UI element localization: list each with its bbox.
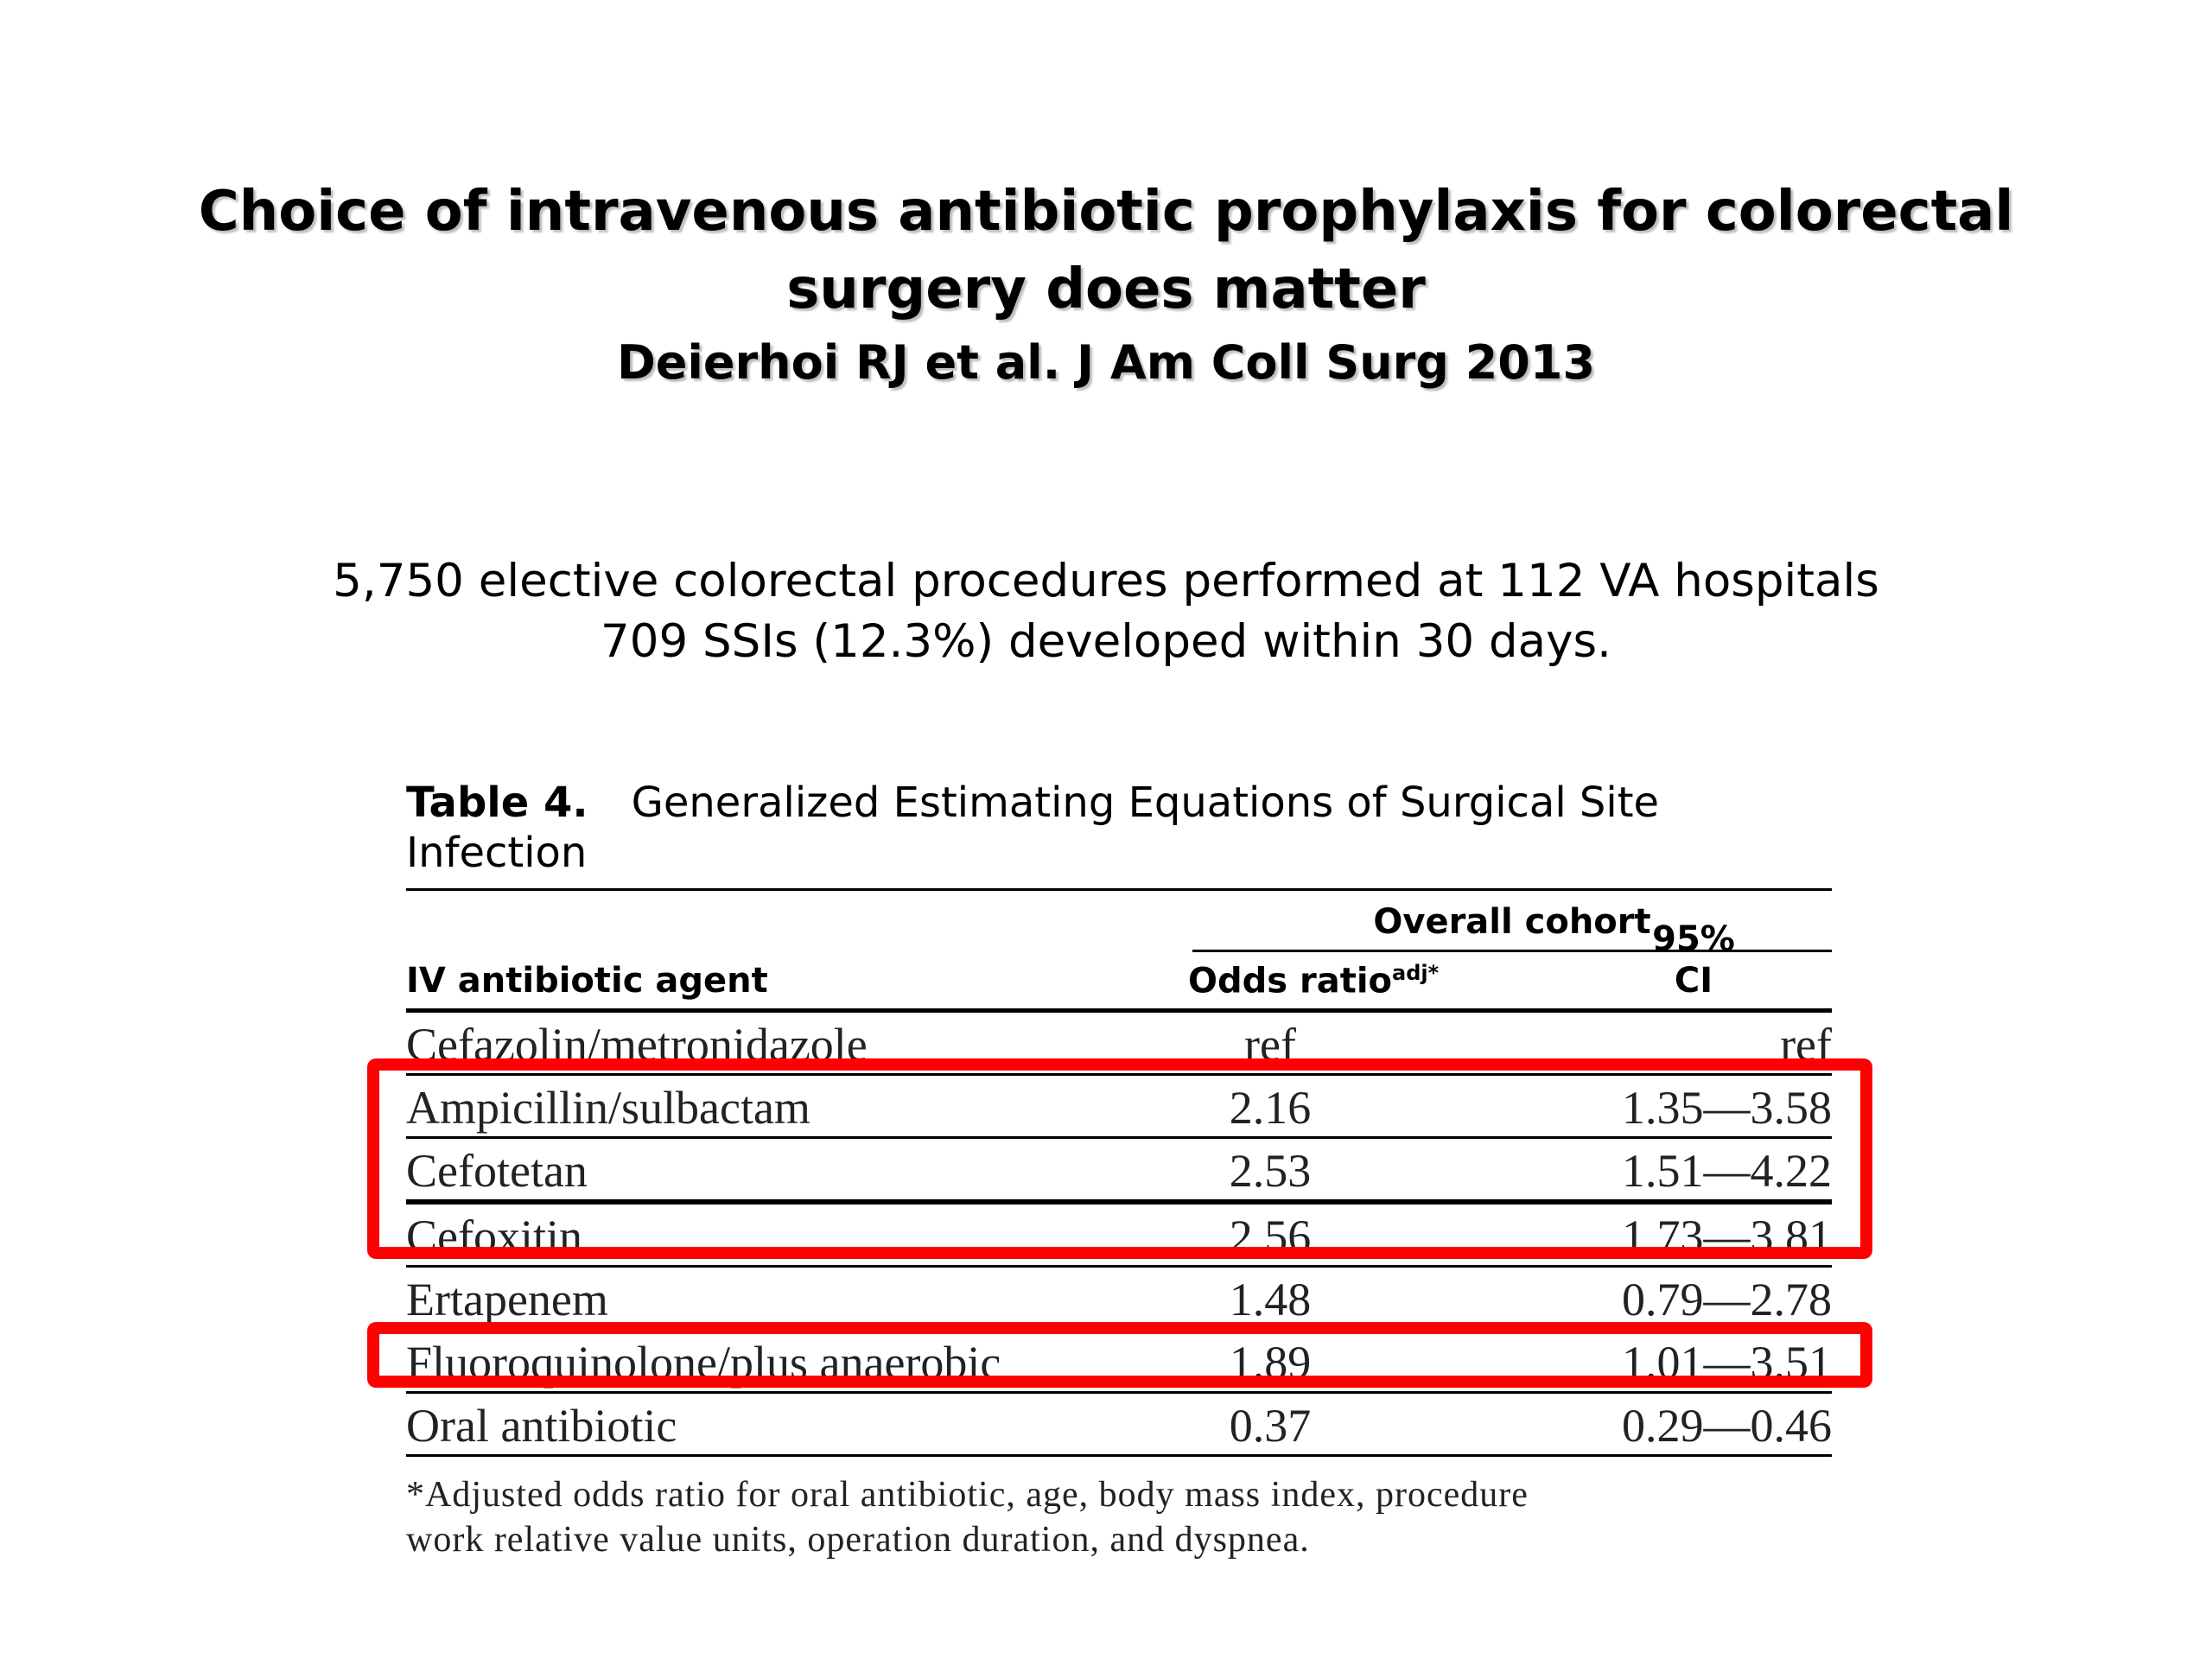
odds-ratio-cell: 2.16 — [1229, 1082, 1312, 1134]
ci-cell: 1.01—3.51 — [1622, 1337, 1832, 1389]
ci-cell: 1.51—4.22 — [1622, 1145, 1832, 1197]
odds-ratio-cell: 2.53 — [1229, 1145, 1312, 1197]
citation: Deierhoi RJ et al. J Am Coll Surg 2013 — [616, 335, 1596, 390]
odds-ratio-cell: 0.37 — [1229, 1400, 1312, 1452]
agent-cell: Ertapenem — [406, 1274, 608, 1325]
ci-cell: ref — [1780, 1019, 1832, 1071]
ci-cell: 1.35—3.58 — [1622, 1082, 1832, 1134]
footnote-line1: *Adjusted odds ratio for oral antibiotic, age, body mass index, procedure — [406, 1475, 1529, 1515]
group-header-overall-cohort: Overall cohort — [1192, 901, 1832, 952]
column-header-odds-ratio — [1188, 952, 1439, 1001]
summary-line1: 5,750 elective colorectal procedures performed at 112 VA hospitals — [333, 555, 1879, 607]
column-header-ci: 95% CI — [1652, 919, 1735, 1001]
column-header-agent: IV antibiotic agent — [406, 961, 768, 1001]
ci-cell: 1.73—3.81 — [1622, 1211, 1832, 1262]
table-caption-text: Generalized Estimating Equations of Surgical Site Infection — [406, 779, 1660, 877]
agent-cell: Fluoroquinolone/plus anaerobic — [406, 1337, 1001, 1389]
study-summary — [0, 551, 2212, 672]
ci-cell: 0.29—0.46 — [1622, 1400, 1832, 1452]
table-row — [406, 1394, 1832, 1457]
footnote-line2: work relative value units, operation duration, and dyspnea. — [406, 1520, 1310, 1560]
odds-ratio-superscript: adj* — [1392, 960, 1440, 985]
highlight-box-cephalosporins — [367, 1058, 1872, 1259]
odds-ratio-cell: 1.89 — [1229, 1337, 1312, 1389]
table-footnote — [406, 1472, 1832, 1562]
odds-ratio-label: Odds ratio — [1188, 961, 1393, 1001]
agent-cell: Cefotetan — [406, 1145, 588, 1197]
odds-ratio-cell: ref — [1244, 1019, 1296, 1071]
slide-header — [0, 173, 2212, 397]
slide-title-line1: Choice of intravenous antibiotic prophylaxis for colorectal — [198, 180, 2014, 244]
odds-ratio-cell: 2.56 — [1229, 1211, 1312, 1262]
agent-cell: Cefazolin/metronidazole — [406, 1019, 868, 1071]
table-caption — [406, 778, 1832, 891]
summary-line2: 709 SSIs (12.3%) developed within 30 days. — [601, 615, 1611, 668]
slide-title-line2: surgery does matter — [786, 257, 1426, 321]
table-header — [406, 891, 1832, 1013]
odds-ratio-cell: 1.48 — [1229, 1274, 1312, 1325]
ci-cell: 0.79—2.78 — [1622, 1274, 1832, 1325]
agent-cell: Cefoxitin — [406, 1211, 582, 1262]
table-label: Table 4. — [406, 779, 588, 827]
highlight-box-fluoroquinolone — [367, 1322, 1872, 1388]
agent-cell: Oral antibiotic — [406, 1400, 677, 1452]
agent-cell: Ampicillin/sulbactam — [406, 1082, 810, 1134]
